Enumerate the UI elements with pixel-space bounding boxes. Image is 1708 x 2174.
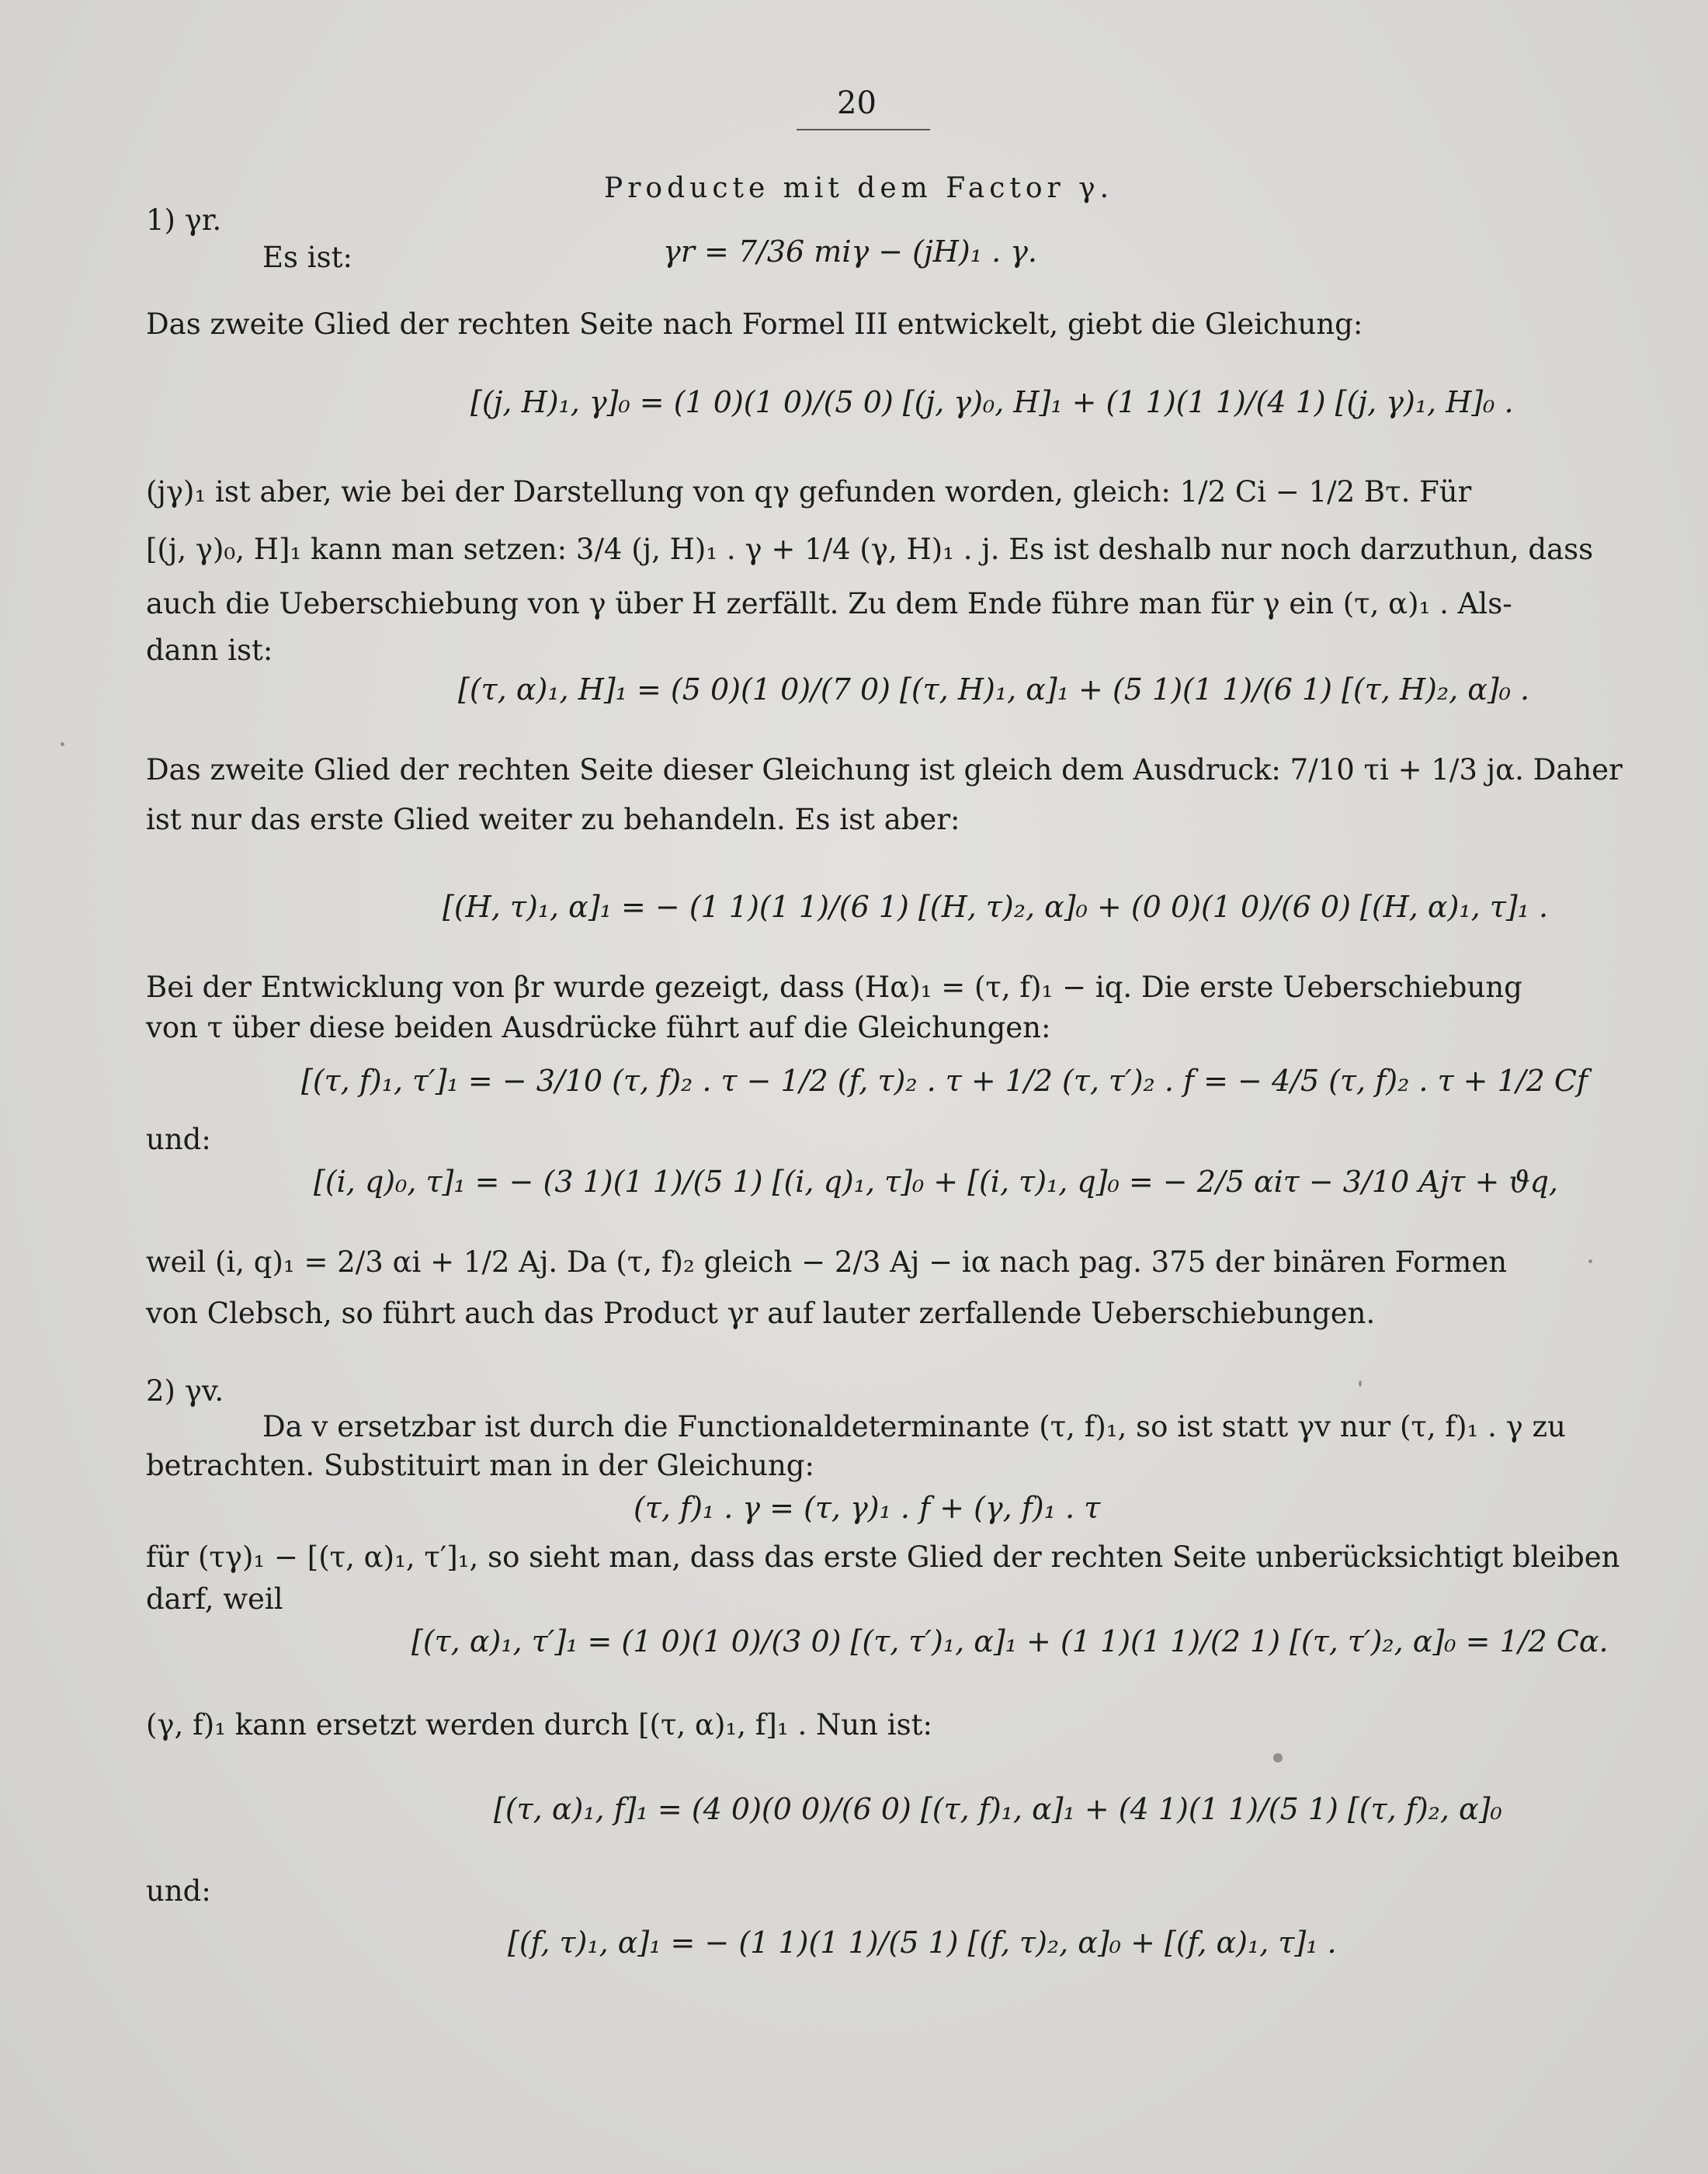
s2-equation-1 bbox=[634, 1491, 1100, 1525]
text-line: dann ist: bbox=[146, 634, 273, 667]
equation-text: [(H, τ)₁, α]₁ = − (1 1)(1 1)/(6 1) [(H, τ)₂, α]₀ + (0 0)(1 0)/(6 0) [(H, α)₁, τ]₁ . bbox=[443, 890, 1549, 924]
s2-equation-2 bbox=[411, 1624, 1609, 1658]
equation-text: [(τ, α)₁, f]₁ = (4 0)(0 0)/(6 0) [(τ, f)₁, α]₁ + (4 1)(1 1)/(5 1) [(τ, f)₂, α]₀ bbox=[494, 1792, 1502, 1826]
equation-5 bbox=[301, 1064, 1588, 1098]
und-label-2: und: bbox=[146, 1874, 211, 1908]
equation-6 bbox=[314, 1165, 1558, 1199]
text-line: [(j, γ)₀, H]₁ kann man setzen: 3/4 (j, H)₁ . γ + 1/4 (γ, H)₁ . j. Es ist deshalb nur noch darzuthun, dass bbox=[146, 533, 1594, 566]
equation-text: [(τ, α)₁, τ′]₁ = (1 0)(1 0)/(3 0) [(τ, τ′)₁, α]₁ + (1 1)(1 1)/(2 1) [(τ, τ′)₂, α]₀ = 1/2 Cα. bbox=[411, 1624, 1609, 1658]
paragraph-3-line-1 bbox=[146, 753, 1623, 787]
scan-speck bbox=[1359, 1380, 1362, 1387]
paragraph-1 bbox=[146, 307, 1562, 341]
und-label-1: und: bbox=[146, 1123, 211, 1156]
paragraph-5-line-2 bbox=[146, 1297, 1562, 1330]
paragraph-2-line-2 bbox=[146, 533, 1594, 566]
paragraph-2-line-4 bbox=[146, 634, 1562, 667]
paragraph-3-line-2 bbox=[146, 803, 1562, 836]
s2-paragraph-2-line-2 bbox=[146, 1582, 1562, 1616]
page-number: 20 bbox=[837, 85, 877, 121]
s2-paragraph-2-line-1 bbox=[146, 1540, 1620, 1574]
s2-paragraph-1-line-1 bbox=[262, 1410, 1566, 1443]
equation-text: (τ, f)₁ . γ = (τ, γ)₁ . f + (γ, f)₁ . τ bbox=[634, 1491, 1101, 1525]
paragraph-2-line-3 bbox=[146, 587, 1562, 620]
header-rule bbox=[797, 129, 930, 130]
paragraph-4-line-2 bbox=[146, 1011, 1562, 1044]
s2-equation-4 bbox=[508, 1926, 1337, 1960]
text-line: weil (i, q)₁ = 2/3 αi + 1/2 Aj. Da (τ, f)₂ gleich − 2/3 Aj − iα nach pag. 375 der binären Formen bbox=[146, 1245, 1508, 1279]
s2-equation-3 bbox=[494, 1792, 1502, 1826]
text-line: Das zweite Glied der rechten Seite dieser Gleichung ist gleich dem Ausdruck: 7/10 τi + 1/3 jα. Daher bbox=[146, 753, 1623, 787]
text-line: ist nur das erste Glied weiter zu behandeln. Es ist aber: bbox=[146, 803, 960, 836]
section-title: Producte mit dem Factor γ. bbox=[604, 172, 1114, 204]
paragraph-4-line-1 bbox=[146, 971, 1562, 1004]
text-line: (γ, f)₁ kann ersetzt werden durch [(τ, α)₁, f]₁ . Nun ist: bbox=[146, 1708, 932, 1742]
s2-paragraph-3-line-1 bbox=[146, 1708, 1562, 1742]
equation-1 bbox=[663, 234, 1037, 269]
section-1-label: 1) γr. bbox=[146, 203, 222, 237]
equation-2 bbox=[470, 385, 1514, 419]
text-line: (jγ)₁ ist aber, wie bei der Darstellung von qγ gefunden worden, gleich: 1/2 Ci − 1/2 Bτ. Für bbox=[146, 475, 1472, 509]
equation-text: [(f, τ)₁, α]₁ = − (1 1)(1 1)/(5 1) [(f, τ)₂, α]₀ + [(f, α)₁, τ]₁ . bbox=[508, 1926, 1337, 1960]
text-line: Bei der Entwicklung von βr wurde gezeigt, dass (Hα)₁ = (τ, f)₁ − iq. Die erste Ueberschiebung bbox=[146, 971, 1522, 1004]
paragraph-2-line-1 bbox=[146, 475, 1562, 509]
paragraph-5-line-1 bbox=[146, 1245, 1562, 1279]
section-2-label: 2) γv. bbox=[146, 1374, 224, 1408]
equation-text: [(τ, f)₁, τ′]₁ = − 3/10 (τ, f)₂ . τ − 1/2 (f, τ)₂ . τ + 1/2 (τ, τ′)₂ . f = − 4/5 (τ, f)₂ . τ + 1/2 Cf bbox=[301, 1064, 1588, 1098]
s2-paragraph-1-line-2 bbox=[146, 1449, 1562, 1482]
text-line: von Clebsch, so führt auch das Product γr auf lauter zerfallende Ueberschiebungen. bbox=[146, 1297, 1376, 1330]
equation-text: [(i, q)₀, τ]₁ = − (3 1)(1 1)/(5 1) [(i, q)₁, τ]₀ + [(i, τ)₁, q]₀ = − 2/5 αiτ − 3/10 Ajτ + ϑq, bbox=[314, 1165, 1559, 1199]
scan-speck bbox=[1588, 1259, 1592, 1263]
equation-text: [(τ, α)₁, H]₁ = (5 0)(1 0)/(7 0) [(τ, H)₁, α]₁ + (5 1)(1 1)/(6 1) [(τ, H)₂, α]₀ . bbox=[458, 672, 1530, 707]
text-line: Das zweite Glied der rechten Seite nach Formel III entwickelt, giebt die Gleichung: bbox=[146, 307, 1363, 341]
equation-text: [(j, H)₁, γ]₀ = (1 0)(1 0)/(5 0) [(j, γ)₀, H]₁ + (1 1)(1 1)/(4 1) [(j, γ)₁, H]₀ . bbox=[470, 385, 1514, 419]
scan-speck bbox=[61, 742, 64, 746]
text-line: auch die Ueberschiebung von γ über H zerfällt. Zu dem Ende führe man für γ ein (τ, α)₁ . Als- bbox=[146, 587, 1512, 620]
text-line: von τ über diese beiden Ausdrücke führt auf die Gleichungen: bbox=[146, 1011, 1051, 1044]
equation-text: γr = 7/36 miγ − (jH)₁ . γ. bbox=[663, 234, 1038, 269]
equation-4 bbox=[443, 890, 1548, 924]
scan-speck bbox=[1273, 1753, 1283, 1762]
text-line: betrachten. Substituirt man in der Gleichung: bbox=[146, 1449, 814, 1482]
equation-3 bbox=[458, 672, 1529, 707]
text-line: darf, weil bbox=[146, 1582, 283, 1616]
text-line: für (τγ)₁ − [(τ, α)₁, τ′]₁, so sieht man, dass das erste Glied der rechten Seite unberücksichtigt bleiben bbox=[146, 1540, 1620, 1574]
text-line: Da v ersetzbar ist durch die Functionaldeterminante (τ, f)₁, so ist statt γv nur (τ, f)₁ . γ zu bbox=[262, 1410, 1566, 1443]
es-ist-label: Es ist: bbox=[262, 241, 352, 274]
